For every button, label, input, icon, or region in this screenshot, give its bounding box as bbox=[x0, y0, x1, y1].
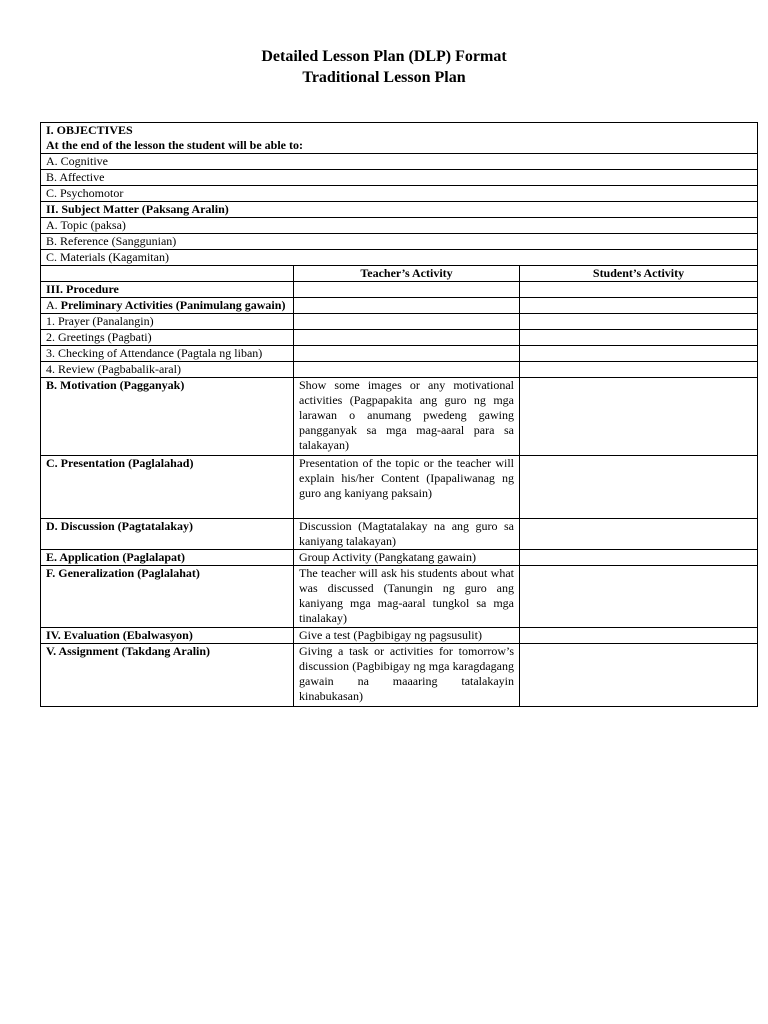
presentation-label: C. Presentation (Paglalahad) bbox=[41, 456, 294, 519]
student-cell bbox=[520, 282, 758, 298]
objective-affective: B. Affective bbox=[41, 170, 758, 186]
generalization-label: F. Generalization (Paglalahat) bbox=[41, 566, 294, 628]
student-activity-header: Student’s Activity bbox=[520, 266, 758, 282]
preliminary-activities-cell bbox=[41, 298, 294, 314]
teacher-cell bbox=[294, 314, 520, 330]
objectives-intro: At the end of the lesson the student will be able to: bbox=[46, 138, 303, 152]
procedure-heading: III. Procedure bbox=[41, 282, 294, 298]
preliminary-heading: Preliminary Activities (Panimulang gawain) bbox=[60, 298, 286, 312]
student-cell bbox=[520, 298, 758, 314]
presentation-teacher-activity: Presentation of the topic or the teacher will explain his/her Content (Ipapaliwanag ng guro ang kaniyang paksain) bbox=[294, 456, 520, 519]
objectives-heading: I. OBJECTIVES bbox=[46, 123, 133, 137]
application-teacher-activity: Group Activity (Pangkatang gawain) bbox=[294, 550, 520, 566]
evaluation-label: IV. Evaluation (Ebalwasyon) bbox=[41, 628, 294, 644]
lesson-plan-table bbox=[40, 122, 758, 707]
subject-reference: B. Reference (Sanggunian) bbox=[41, 234, 758, 250]
student-cell bbox=[520, 362, 758, 378]
objective-cognitive: A. Cognitive bbox=[41, 154, 758, 170]
assignment-teacher-activity: Giving a task or activities for tomorrow’s discussion (Pagbibigay ng mga karagdagang gawain na maaaring tatalakayin kinabukasan) bbox=[294, 644, 520, 707]
student-cell bbox=[520, 519, 758, 550]
student-cell bbox=[520, 346, 758, 362]
teacher-cell bbox=[294, 362, 520, 378]
evaluation-teacher-activity: Give a test (Pagbibigay ng pagsusulit) bbox=[294, 628, 520, 644]
subject-matter-heading: II. Subject Matter (Paksang Aralin) bbox=[41, 202, 758, 218]
subject-materials: C. Materials (Kagamitan) bbox=[41, 250, 758, 266]
student-cell bbox=[520, 378, 758, 456]
document-subtitle: Traditional Lesson Plan bbox=[302, 69, 466, 86]
teacher-cell bbox=[294, 282, 520, 298]
prayer-item: 1. Prayer (Panalangin) bbox=[41, 314, 294, 330]
student-cell bbox=[520, 644, 758, 707]
motivation-teacher-activity: Show some images or any motivational activities (Pagpapakita ang guro ng mga larawan o anumang pwedeng gawing pangganyak sa mga mag-aaral para sa talakayan) bbox=[294, 378, 520, 456]
student-cell bbox=[520, 566, 758, 628]
teacher-cell bbox=[294, 330, 520, 346]
review-item: 4. Review (Pagbabalik-aral) bbox=[41, 362, 294, 378]
student-cell bbox=[520, 456, 758, 519]
column-header-row bbox=[41, 266, 758, 282]
greetings-item: 2. Greetings (Pagbati) bbox=[41, 330, 294, 346]
teacher-cell bbox=[294, 346, 520, 362]
preliminary-prefix: A. bbox=[46, 298, 61, 312]
generalization-teacher-activity: The teacher will ask his students about what was discussed (Tanungin ng guro ang kaniyang mga mag-aaral tungkol sa mga tinalakay) bbox=[294, 566, 520, 628]
objectives-row bbox=[41, 123, 758, 154]
student-cell bbox=[520, 330, 758, 346]
attendance-item: 3. Checking of Attendance (Pagtala ng liban) bbox=[41, 346, 294, 362]
discussion-teacher-activity: Discussion (Magtatalakay na ang guro sa kaniyang talakayan) bbox=[294, 519, 520, 550]
discussion-label: D. Discussion (Pagtatalakay) bbox=[41, 519, 294, 550]
assignment-label: V. Assignment (Takdang Aralin) bbox=[41, 644, 294, 707]
teacher-activity-header: Teacher’s Activity bbox=[294, 266, 520, 282]
teacher-cell bbox=[294, 298, 520, 314]
header-blank-cell bbox=[41, 266, 294, 282]
objective-psychomotor: C. Psychomotor bbox=[41, 186, 758, 202]
student-cell bbox=[520, 550, 758, 566]
motivation-label: B. Motivation (Pagganyak) bbox=[41, 378, 294, 456]
subject-topic: A. Topic (paksa) bbox=[41, 218, 758, 234]
objectives-cell bbox=[41, 123, 758, 154]
application-label: E. Application (Paglalapat) bbox=[41, 550, 294, 566]
student-cell bbox=[520, 314, 758, 330]
student-cell bbox=[520, 628, 758, 644]
document-title: Detailed Lesson Plan (DLP) Format bbox=[261, 48, 507, 65]
